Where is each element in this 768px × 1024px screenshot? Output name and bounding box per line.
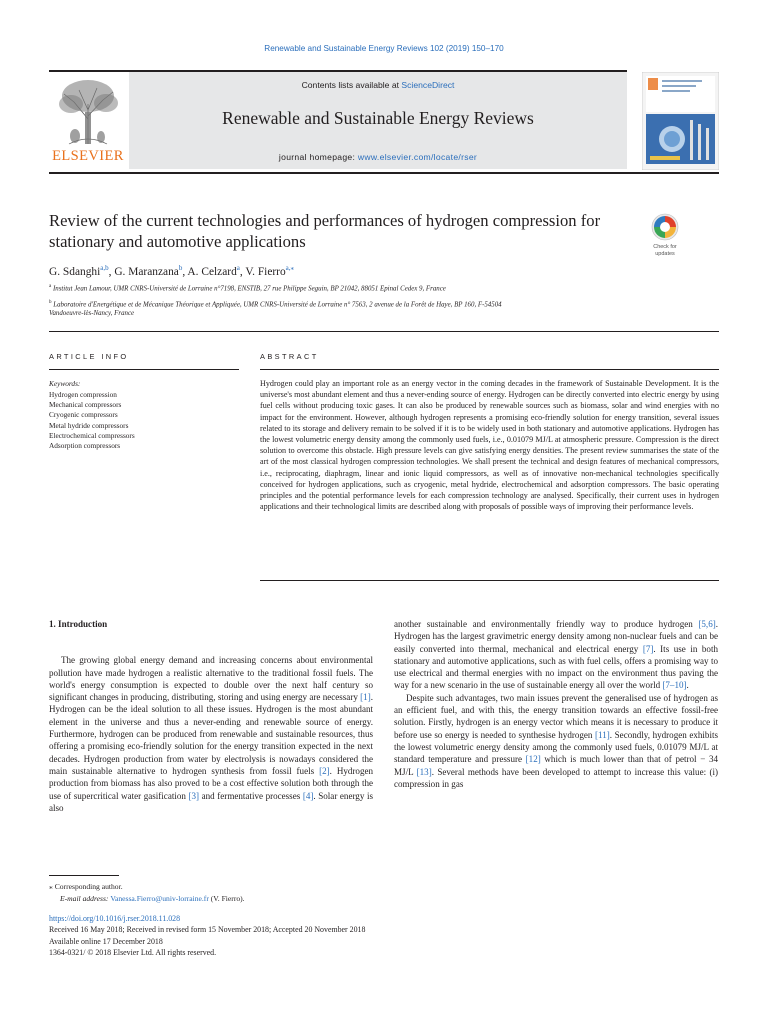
journal-citation-link[interactable]: Renewable and Sustainable Energy Reviews 102 (2019) 150–170	[264, 44, 504, 53]
publication-info	[49, 913, 365, 959]
keyword-item: Electrochemical compressors	[49, 430, 135, 440]
body-paragraph	[394, 618, 718, 692]
body-column-left	[49, 618, 373, 814]
keyword-list	[49, 390, 135, 451]
affiliation-marker: b	[49, 300, 52, 305]
corresponding-author-note: ⁎ Corresponding author.	[49, 882, 123, 891]
abstract-body: Hydrogen could play an important role as an energy vector in the coming decades in the framework of Sustainable Development. It is the universe's most abundant element and thus a never-ending source of energy. Hydrogen can be directly converted into electric energy by using fuel cells without producing toxic gases. It can also be produced by renewable sources such as biomass, solar and wind energies with no impact for the environment. However, although hydrogen represents a promising eco-friendly solution for energy transition, several issues related to its storage and delivery remain to be solved if it is to be widely used in both stationary and automotive applications. Hydrogen has the lowest volumetric energy density among the commonly used fuels, i.e., 0.01079 MJ/L at atmospheric pressure. Compression is the direct solution to overcome this obstacle. High pressure levels can give satisfying energy densities. The present review summarises the state of the art of the most classical hydrogen compression technologies. We shall present the technical and design features of mechanical compressors, i.e., reciprocating, diaphragm, linear and ionic liquid compressors, as well as of innovative non-mechanical technologies specifically conceived for hydrogen applications, such as cryogenic, metal hydride, electrochemical and adsorption compressors. The basic operating principles and the potential performance levels for each compression technology are analysed. Specifically, their current uses in hydrogen applications and their technological limits are described along with proposals of possible ways of improving their performance levels.	[260, 379, 719, 512]
body-text: . Hydrogen production from biomass has also proved to be a cost effective solution both through the use of supercritical water gasification	[49, 765, 374, 801]
body-text: . Secondly, hydrogen exhibits the lowest volumetric energy density among the commonly used fuels, 0.01079 MJ/L at standard temperature and pressure	[394, 729, 718, 765]
affiliation-b-continued	[49, 309, 134, 319]
keywords-label: Keywords:	[49, 379, 81, 388]
reference-link[interactable]: [7]	[642, 643, 654, 654]
body-text: Despite such advantages, two main issues prevent the generalised use of hydrogen as an efficient fuel, and with this, the energy transition towards an effective fossil-free solution. Firstly, hydrogen is an energy vector which means it is necessary to produce it before use so energy is needed to synthesise hydrogen	[394, 692, 718, 740]
reference-link[interactable]: [7–10]	[662, 680, 687, 691]
author-affiliation-marker[interactable]: a	[236, 264, 240, 272]
email-suffix: (V. Fierro).	[208, 894, 245, 903]
body-text: . Its use in both stationary and automotive applications, such as with fuel cells, offers a promising way to use electrical and thermal energies with no impact on the environment thus paving the way for a new scenario in the use of sustainable energy all over the world	[394, 643, 718, 691]
keyword-item: Hydrogen compression	[49, 390, 117, 399]
check-updates-line1: Check for	[653, 244, 677, 250]
reference-link[interactable]: [1]	[360, 692, 371, 703]
author-email-link[interactable]: Vanessa.Fierro@univ-lorraine.fr	[110, 894, 209, 903]
reference-link[interactable]: [12]	[525, 754, 541, 765]
affiliation-marker: a	[49, 284, 52, 289]
affiliation-text: Institut Jean Lamour, UMR CNRS-Université de Lorraine n°7198, ENSTIB, 27 rue Philippe Seguin, BP 21042, 88051 Epinal Cedex 9, France	[52, 285, 446, 293]
body-text: .	[686, 680, 689, 691]
sciencedirect-link[interactable]: ScienceDirect	[401, 80, 455, 90]
reference-link[interactable]: [11]	[595, 729, 610, 740]
elsevier-wordmark: ELSEVIER	[52, 148, 124, 164]
journal-homepage-link[interactable]: www.elsevier.com/locate/rser	[357, 152, 478, 162]
reference-link[interactable]: [13]	[416, 766, 432, 777]
doi-link[interactable]: https://doi.org/10.1016/j.rser.2018.11.028	[49, 914, 181, 923]
journal-cover-thumbnail[interactable]	[642, 72, 719, 170]
author-name[interactable]: A. Celzard	[187, 265, 237, 278]
abstract-end-rule	[260, 580, 719, 581]
body-text: which is much lower than that of petrol − 34 MJ/L	[394, 754, 718, 777]
journal-homepage-line	[129, 152, 627, 162]
reference-link[interactable]: [4]	[302, 790, 314, 801]
copyright-line: 1364-0321/ © 2018 Elsevier Ltd. All rights reserved.	[49, 948, 217, 958]
contents-prefix: Contents lists available at	[301, 80, 402, 90]
journal-title: Renewable and Sustainable Energy Reviews	[222, 108, 534, 128]
body-text: The growing global energy demand and increasing concerns about environmental pollution have made hydrogen a realistic alternative to the traditional fossil fuels. The world's energy consumption is expected to double over the next half century so significant changes in producing, distributing, storing and using energy are necessary	[49, 655, 373, 703]
available-online-date: Available online 17 December 2018	[49, 936, 163, 946]
homepage-prefix: journal homepage:	[278, 152, 358, 162]
footnote-rule	[49, 875, 119, 876]
received-dates: Received 16 May 2018; Received in revised form 15 November 2018; Accepted 20 November 2018	[49, 925, 366, 935]
body-text: . Several methods have been developed to attempt to increase this value: (i) compression in gas	[394, 766, 719, 789]
check-for-updates-icon[interactable]	[645, 211, 685, 259]
author-affiliation-marker[interactable]: a,b	[100, 264, 109, 272]
keyword-item: Adsorption compressors	[49, 441, 121, 451]
body-column-right	[394, 618, 718, 790]
section-heading: 1. Introduction	[49, 619, 108, 629]
author-name[interactable]: G. Sdanghi	[49, 265, 101, 278]
reference-link[interactable]: [5,6]	[698, 619, 716, 629]
body-text: . Hydrogen has the largest gravimetric energy density among non-nuclear fuels and can be easily converted into thermal, mechanical and electrical energy	[394, 619, 718, 654]
affiliation-a	[49, 282, 446, 294]
contents-available-line	[129, 80, 627, 90]
body-text: . Hydrogen can be the ideal solution to all these issues. Hydrogen is the most abundant element in the universe and thus a never-ending and renewable source of energy. Furthermore, hydrogen can be produced from renewable and sustainable resources, thus offering a promising eco-friendly solution for the energy transition expected in the next decades. Hydrogen production from water by electrolysis is nowadays considered the main sustainable alternative to hydrogen synthesis from fossil fuels	[49, 692, 373, 776]
author-affiliation-marker[interactable]: b	[178, 264, 183, 272]
body-text: another sustainable and environmentally friendly way to produce hydrogen	[394, 619, 699, 629]
abstract-heading: ABSTRACT	[260, 352, 319, 361]
article-header-rule	[49, 331, 719, 332]
author-name[interactable]: V. Fierro	[245, 265, 286, 278]
body-text: . Solar energy is also	[49, 790, 373, 813]
masthead-bottom-rule	[49, 172, 719, 174]
author-name[interactable]: G. Maranzana	[114, 265, 179, 278]
reference-link[interactable]: [3]	[188, 790, 200, 801]
body-text: and fermentative processes	[199, 790, 303, 801]
reference-link[interactable]: [2]	[319, 765, 330, 776]
author-affiliation-marker[interactable]: a,⁎	[285, 264, 295, 272]
keyword-item: Mechanical compressors	[49, 400, 122, 410]
author-list: G. Sdanghi$^{a,b}$, G. Maranzana$^b$, A. Celzard$^a$, V. Fierro$^{a,⁎}$	[49, 264, 295, 278]
article-info-heading: ARTICLE INFO	[49, 352, 129, 361]
affiliation-text: Laboratoire d'Energétique et de Mécanique Théorique et Appliquée, UMR CNRS-Université de Lorraine n° 7563, 2 avenue de la Forêt de Haye, BP 160, F-54504	[53, 301, 502, 309]
body-paragraph	[49, 654, 373, 814]
email-label: E-mail address:	[60, 894, 111, 903]
keyword-item: Metal hydride compressors	[49, 420, 129, 430]
article-info-rule	[49, 369, 239, 370]
abstract-rule	[260, 369, 719, 370]
article-title: Review of the current technologies and performances of hydrogen compression for stationary and automotive applications	[49, 211, 601, 251]
email-footnote	[60, 894, 245, 904]
keyword-item: Cryogenic compressors	[49, 410, 118, 420]
check-updates-line2: updates	[655, 251, 675, 257]
body-paragraph	[394, 692, 718, 790]
affiliation-text: Vandoeuvre-lès-Nancy, France	[49, 310, 135, 317]
